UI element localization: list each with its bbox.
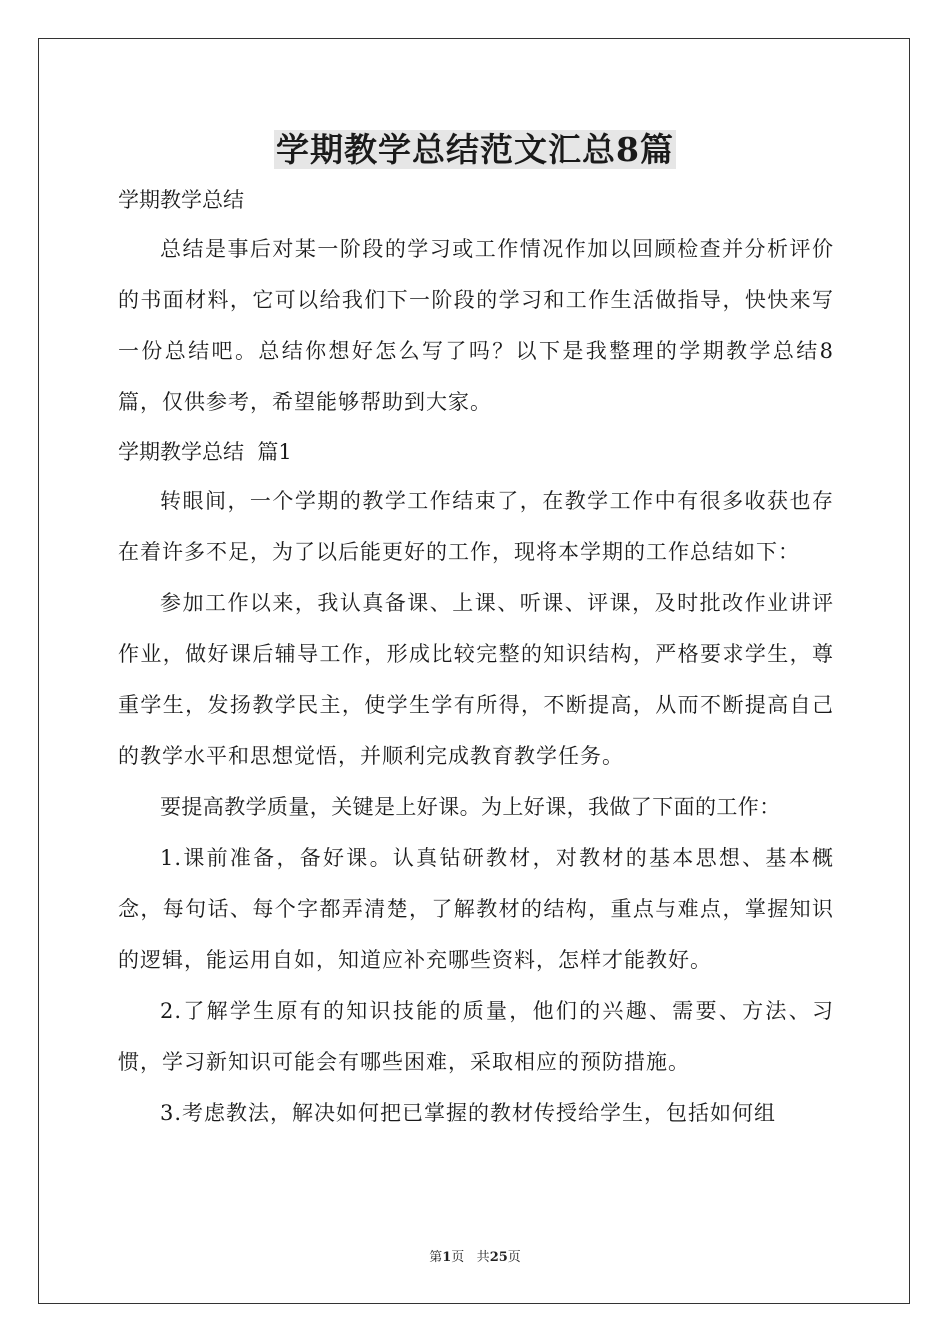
body-paragraph: 1.课前准备，备好课。认真钻研教材，对教材的基本思想、基本概念，每句话、每个字都弄清楚，了解教材的结构，重点与难点，掌握知识的逻辑，能运用自如，知道应补充哪些资料，怎样才能教好。 <box>118 846 834 972</box>
footer-page-number: 1 <box>442 1250 452 1265</box>
body-paragraph: 要提高教学质量，关键是上好课。为上好课，我做了下面的工作： <box>160 795 781 819</box>
section-heading: 学期教学总结 <box>118 188 244 212</box>
part1-heading: 学期教学总结 篇1 <box>118 440 292 464</box>
body-paragraph: 转眼间，一个学期的教学工作结束了，在教学工作中有很多收获也存在着许多不足，为了以后能更好的工作，现将本学期的工作总结如下： <box>118 489 834 564</box>
document-body <box>118 176 834 1139</box>
footer-total-pages: 25 <box>489 1250 508 1265</box>
footer-page-label: 页 <box>451 1250 465 1265</box>
footer-page-prefix: 第 <box>429 1250 443 1265</box>
intro-paragraph: 总结是事后对某一阶段的学习或工作情况作加以回顾检查并分析评价的书面材料，它可以给我们下一阶段的学习和工作生活做指导，快快来写一份总结吧。总结你想好怎么写了吗？以下是我整理的学期教学总结8篇，仅供参考，希望能够帮助到大家。 <box>118 237 834 414</box>
body-paragraph: 参加工作以来，我认真备课、上课、听课、评课，及时批改作业讲评作业，做好课后辅导工作，形成比较完整的知识结构，严格要求学生，尊重学生，发扬教学民主，使学生学有所得，不断提高，从而不断提高自己的教学水平和思想觉悟，并顺利完成教育教学任务。 <box>118 591 834 768</box>
body-paragraph: 3.考虑教法，解决如何把已掌握的教材传授给学生，包括如何组 <box>160 1101 777 1125</box>
body-paragraph: 2.了解学生原有的知识技能的质量，他们的兴趣、需要、方法、习惯，学习新知识可能会有哪些困难，采取相应的预防措施。 <box>118 999 834 1074</box>
document-title-text: 学期教学总结范文汇总8篇 <box>276 130 674 169</box>
page-footer <box>0 1246 950 1265</box>
footer-total-prefix: 共 <box>476 1250 490 1265</box>
footer-total-label: 页 <box>507 1250 521 1265</box>
document-title <box>0 128 950 172</box>
